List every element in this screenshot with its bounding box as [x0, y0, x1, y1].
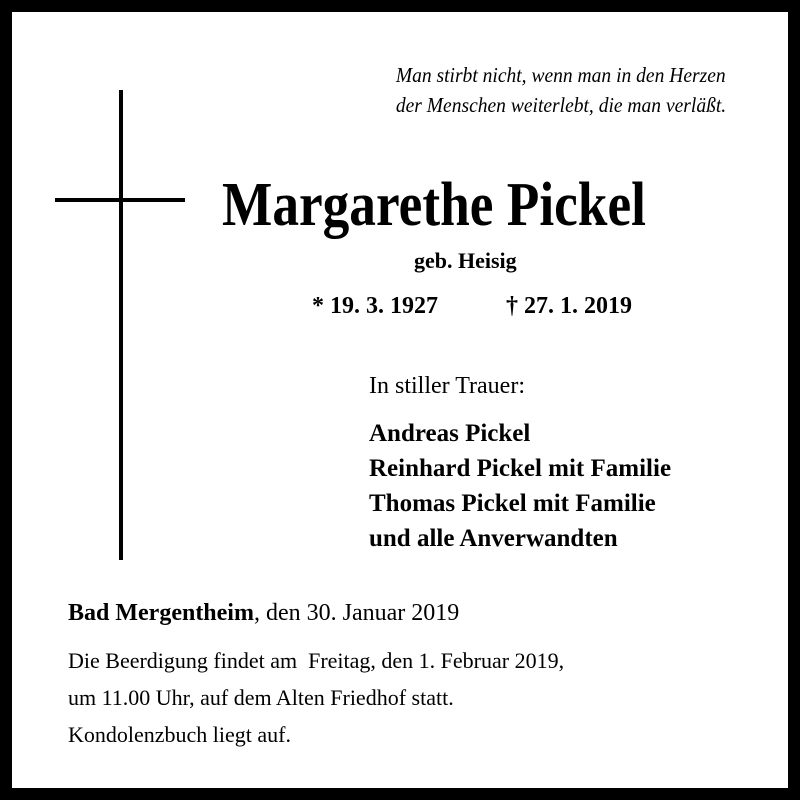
- mourning-label: In stiller Trauer:: [369, 373, 525, 399]
- birth-date: * 19. 3. 1927: [312, 293, 438, 319]
- obituary-card: [12, 12, 788, 788]
- quote-line-1: Man stirbt nicht, wenn man in den Herzen: [396, 63, 726, 87]
- mourner: Reinhard Pickel mit Familie: [369, 455, 672, 482]
- funeral-line-2: um 11.00 Uhr, auf dem Alten Friedhof statt.: [68, 685, 454, 710]
- mourner: Andreas Pickel: [369, 420, 531, 447]
- cross-icon-bar: [55, 198, 185, 202]
- death-date: † 27. 1. 2019: [506, 293, 632, 319]
- place: Bad Mergentheim: [68, 600, 254, 626]
- quote-line-2: der Menschen weiterlebt, die man verläßt.: [395, 93, 726, 117]
- cross-icon: [119, 90, 123, 560]
- date: , den 30. Januar 2019: [253, 600, 460, 626]
- mourner: und alle Anverwandten: [369, 525, 618, 552]
- funeral-line-3: Kondolenzbuch liegt auf.: [68, 722, 291, 747]
- deceased-name: Margarethe Pickel: [222, 171, 646, 239]
- funeral-line-1: Die Beerdigung findet am Freitag, den 1. Februar 2019,: [68, 648, 565, 673]
- place-date-line: [68, 601, 459, 625]
- mourner: Thomas Pickel mit Familie: [369, 490, 656, 517]
- maiden-name: geb. Heisig: [414, 248, 517, 273]
